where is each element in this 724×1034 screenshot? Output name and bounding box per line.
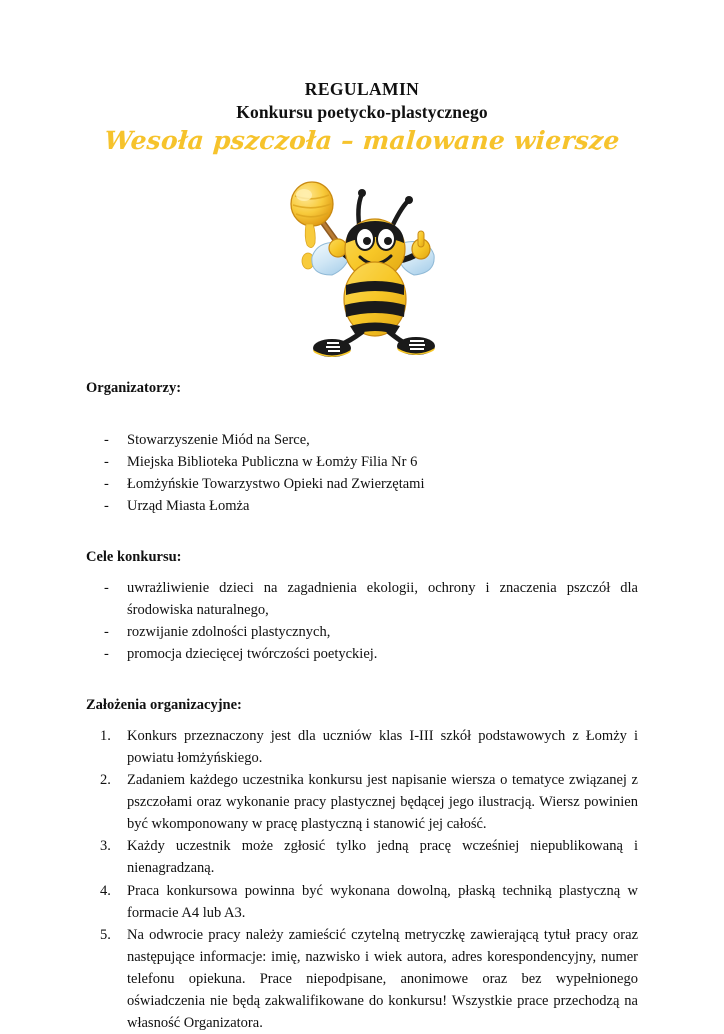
bee-illustration	[0, 169, 724, 359]
section-heading-zalozenia-organizacyjne: Założenia organizacyjne:	[86, 697, 242, 714]
list-item: - Łomżyńskie Towarzystwo Opieki nad Zwierzętami	[86, 473, 638, 495]
document-title-block	[0, 0, 724, 155]
list-item: - Urząd Miasta Łomża	[86, 495, 638, 517]
list-item: Każdy uczestnik może zgłosić tylko jedną pracę wcześniej niepublikowaną i nienagradzaną.	[127, 838, 638, 877]
list-item: - promocja dziecięcej twórczości poetyckiej.	[86, 643, 638, 665]
document-body	[86, 378, 638, 1034]
list-item: Konkurs przeznaczony jest dla uczniów klas I-III szkół podstawowych z Łomży i powiatu łomżyńskiego.	[127, 728, 638, 767]
section-heading-organizatorzy: Organizatorzy:	[86, 380, 182, 396]
list-item: - Stowarzyszenie Miód na Serce,	[86, 429, 638, 451]
page-title: REGULAMIN	[304, 79, 420, 99]
cartoon-bee-with-honey-dipper-icon	[282, 169, 442, 359]
list-item: - rozwijanie zdolności plastycznych,	[86, 621, 638, 643]
shoes-icon	[313, 337, 435, 357]
bee-body-icon	[344, 262, 406, 336]
list-item: Na odwrocie pracy należy zamieścić czytelną metryczkę zawierającą tytuł pracy oraz następujące informacje: imię, nazwisko i wiek autora, adres korespondencyjny, numer telefonu opiekuna. Prace niepodpisane, anonimowe oraz bez wypełnionego oświadczenia nie będą zakwalifikowane do konkursu! Wszystkie prace przechodzą na własność Organizatora.	[127, 926, 638, 1031]
goals-list	[86, 577, 638, 665]
list-item: - Miejska Biblioteka Publiczna w Łomży Filia Nr 6	[86, 451, 638, 473]
page-subtitle: Konkursu poetycko-plastycznego	[236, 102, 488, 123]
contest-name-heading: Wesoła pszczoła – malowane wiersze	[103, 126, 621, 156]
rules-list	[86, 725, 638, 1033]
list-item: - uwrażliwienie dzieci na zagadnienia ekologii, ochrony i znaczenia pszczół dla środowiska naturalnego,	[86, 577, 638, 621]
organizers-list	[86, 429, 638, 517]
section-heading-cele-konkursu: Cele konkursu:	[86, 549, 182, 566]
list-item: Praca konkursowa powinna być wykonana dowolną, płaską techniką plastyczną w formacie A4 lub A3.	[127, 882, 638, 921]
list-item: Zadaniem każdego uczestnika konkursu jest napisanie wiersza o tematyce związanej z pszczołami oraz wykonanie pracy plastycznej będącej jego ilustracją. Wiersz powinien być wkomponowany w pracę plastyczną i stanowić jej całość.	[127, 772, 638, 833]
